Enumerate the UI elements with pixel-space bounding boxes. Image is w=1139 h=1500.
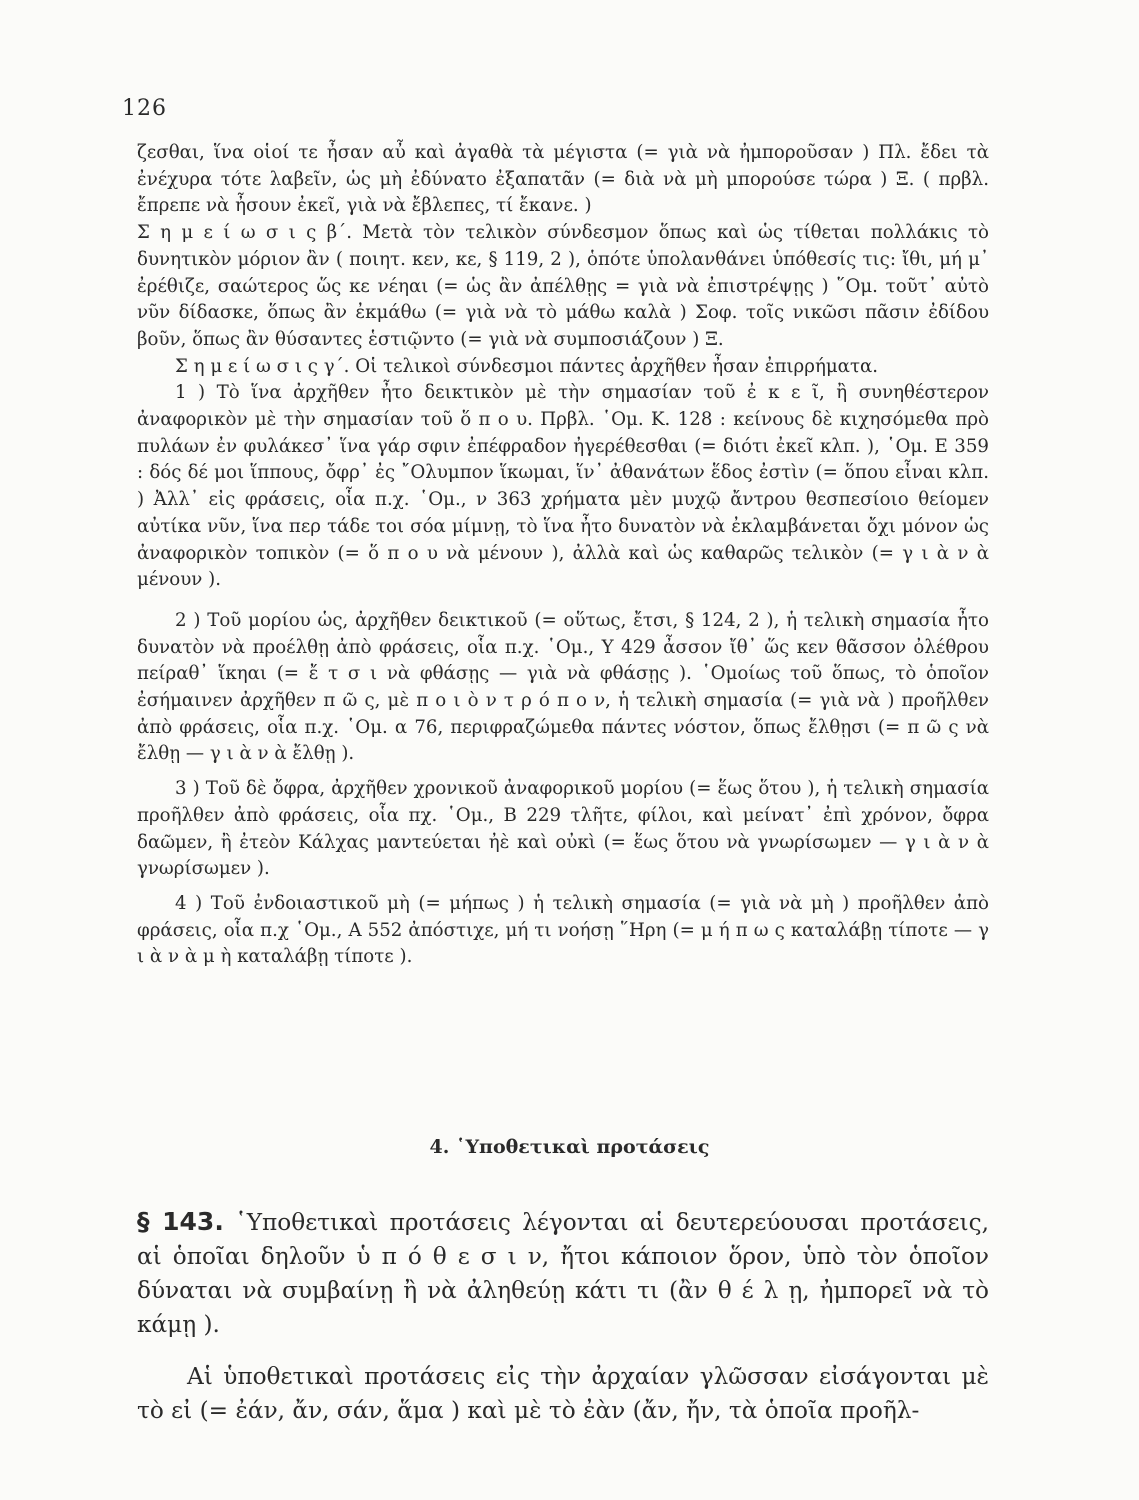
point-4: 4 ) Τοῦ ἐνδοιαστικοῦ μὴ (= μήπως ) ἡ τελικὴ σημασία (= γιὰ νὰ μὴ ) προῆλθεν ἀπὸ φράσεις, οἷα π.χ ῾Ομ., Α 552 ἀπόστιχε, μή τι νοήσῃ ῞Ηρη (= μ ή π ω ς καταλάβῃ τίποτε — γ ι ὰ ν ὰ μ ὴ καταλάβῃ τίποτε ). (137, 892, 989, 968)
page-number: 126 (122, 96, 167, 121)
note-gamma: Σ η μ ε ί ω σ ι ς γ΄. Οἱ τελικοὶ σύνδεσμοι πάντες ἀρχῆθεν ἦσαν ἐπιρρήματα. (175, 355, 879, 377)
note-beta: Σ η μ ε ί ω σ ι ς β΄. Μετὰ τὸν τελικὸν σύνδεσμον ὅπως καὶ ὡς τίθεται πολλάκις τὸ δυνητικὸν μόριον ἂν ( ποιητ. κεν, κε, § 119, 2 ), ὁπότε ὑπολανθάνει ὑπόθεσίς τις: ἴθι, μή μ᾽ ἐρέθιζε, σαώτερος ὥς κε νέηαι (= ὡς ἂν ἀπέλθῃς = γιὰ νὰ ἐπιστρέψῃς ) ῞Ομ. τοῦτ᾽ αὐτὸ νῦν δίδασκε, ὅπως ἂν ἐκμάθω (= γιὰ νὰ τὸ μάθω καλὰ ) Σοφ. τοῖς νικῶσι πᾶσιν ἐδίδου βοῦν, ὅπως ἂν θύσαντες ἑστιῷντο (= γιὰ νὰ συμποσιάζουν ) Ξ. (137, 222, 989, 350)
section-label: § 143. (137, 1207, 224, 1236)
section-heading: 4. ῾Υποθετικαὶ προτάσεις (429, 1136, 710, 1158)
point-3: 3 ) Τοῦ δὲ ὄφρα, ἀρχῆθεν χρονικοῦ ἀναφορικοῦ μορίου (= ἕως ὅτου ), ἡ τελικὴ σημασία προῆλθεν ἀπὸ φράσεις, οἷα πχ. ῾Ομ., Β 229 τλῆτε, φίλοι, καὶ μείνατ᾽ ἐπὶ χρόνον, ὄφρα δαῶμεν, ἢ ἐτεὸν Κάλχας μαντεύεται ἠὲ καὶ οὐκὶ (= ἕως ὅτου νὰ γνωρίσωμεν — γ ι ὰ ν ὰ γνωρίσωμεν ). (137, 778, 989, 880)
point-1: 1 ) Τὸ ἵνα ἀρχῆθεν ἦτο δεικτικὸν μὲ τὴν σημασίαν τοῦ ἐ κ ε ῖ, ἢ συνηθέστερον ἀναφορικὸν μὲ τὴν σημασίαν τοῦ ὅ π ο υ. Πρβλ. ῾Ομ. Κ. 128 : κείνους δὲ κιχησόμεθα πρὸ πυλάων ἐν φυλάκεσ᾽ ἵνα γάρ σφιν ἐπέφραδον ἠγερέθεσθαι (= διότι ἐκεῖ κλπ. ), ῾Ομ. Ε 359 : δός δέ μοι ἵππους, ὄφρ᾽ ἐς ῎Ολυμπον ἵκωμαι, ἵν᾽ ἀθανάτων ἕδος ἐστὶν (= ὅπου εἶναι κλπ. ) Ἀλλ᾽ εἰς φράσεις, οἷα π.χ. ῾Ομ., ν 363 χρήματα μὲν μυχῷ ἄντρου θεσπεσίοιο θείομεν αὐτίκα νῦν, ἵνα περ τάδε τοι σόα μίμνῃ, τὸ ἵνα ἦτο δυνατὸν νὰ ἐκλαμβάνεται ὄχι μόνον ὡς ἀναφορικὸν τοπικὸν (= ὅ π ο υ νὰ μένουν ), ἀλλὰ καὶ ὡς καθαρῶς τελικὸν (= γ ι ὰ ν ὰ μένουν ). (137, 382, 989, 591)
paragraph: ζεσθαι, ἵνα οἱοί τε ἦσαν αὖ καὶ ἀγαθὰ τὰ μέγιστα (= γιὰ νὰ ἠμποροῦσαν ) Πλ. ἔδει τὰ ἐνέχυρα τότε λαβεῖν, ὡς μὴ ἐδύνατο ἐξαπατᾶν (= διὰ νὰ μὴ μπορούσε τώρα ) Ξ. ( πρβλ. ἔπρεπε νὰ ἦσουν ἐκεῖ, γιὰ νὰ ἔβλεπες, τί ἔκανε. ) (137, 142, 989, 217)
section-paragraph-1 (137, 1205, 989, 1342)
main-text (137, 140, 989, 971)
point-2: 2 ) Τοῦ μορίου ὡς, ἀρχῆθεν δεικτικοῦ (= οὕτως, ἔτσι, § 124, 2 ), ἡ τελικὴ σημασία ἦτο δυνατὸν νὰ προέλθῃ ἀπὸ φράσεις, οἷα π.χ. ῾Ομ., Υ 429 ἆσσον ἴθ᾽ ὥς κεν θᾶσσον ὀλέθρου πείραθ᾽ ἵκηαι (= ἔ τ σ ι νὰ φθάσῃς — γιὰ νὰ φθάσῃς ). ῾Ομοίως τοῦ ὅπως, τὸ ὁποῖον ἐσήμαινεν ἀρχῆθεν π ῶ ς, μὲ π ο ι ὸ ν τ ρ ό π ο ν, ἡ τελικὴ σημασία (= γιὰ νὰ ) προῆλθεν ἀπὸ φράσεις, οἷα π.χ. ῾Ομ. α 76, περιφραζώμεθα πάντες νόστον, ὅπως ἔλθῃσι (= π ῶ ς νὰ ἔλθῃ — γ ι ὰ ν ὰ ἔλθῃ ). (137, 609, 989, 765)
section-paragraph-1-text: ῾Υποθετικαὶ προτάσεις λέγονται αἱ δευτερεύουσαι προτάσεις, αἱ ὁποῖαι δηλοῦν ὑ π ό θ ε σ ι ν, ἤτοι κάποιον ὅρον, ὑπὸ τὸν ὁποῖον δύναται νὰ συμβαίνῃ ἢ νὰ ἀληθεύῃ κάτι τι (ἂν θ έ λ ῃ, ἠμπορεῖ νὰ τὸ κάμῃ ). (137, 1209, 989, 1338)
section-143 (137, 1205, 989, 1428)
section-paragraph-2: Αἱ ὑποθετικαὶ προτάσεις εἰς τὴν ἀρχαίαν γλῶσσαν εἰσάγονται μὲ τὸ εἰ (= ἐάν, ἄν, σάν, ἅμα ) καὶ μὲ τὸ ἐὰν (ἄν, ἤν, τὰ ὁποῖα προῆλ- (137, 1363, 989, 1424)
